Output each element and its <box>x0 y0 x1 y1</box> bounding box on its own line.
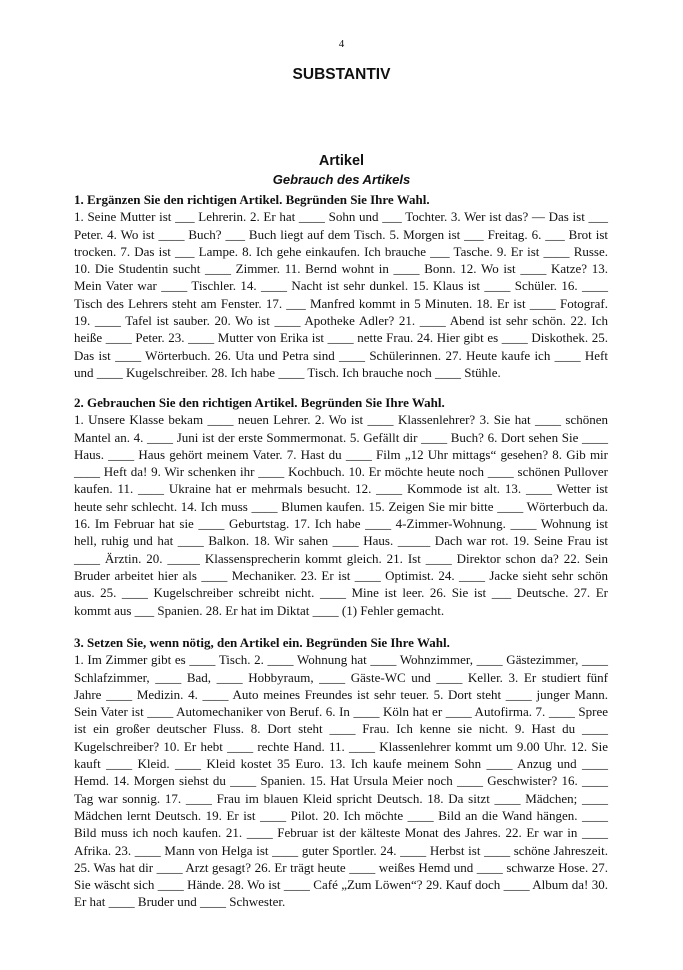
exercise-text: 1. Im Zimmer gibt es ____ Tisch. 2. ____ Wohnung hat ____ Wohnzimmer, ____ Gästezimmer, ____ Schlafzimmer, ____ Bad, ____ Hobbyraum, ____ Gäste-WC und ____ Keller. 3. Er studiert fünf Jahre ____ Medizin. 4. ____ Auto meines Freundes ist sehr teuer. 5. Dort steht ____ junger Mann. Sein Vater ist ____ Automechaniker von Beruf. 6. In ____ Köln hat er ____ Autofirma. 7. ____ Spree ist ein großer deutscher Fluss. 8. Dort steht ____ Frau. Ich kenne sie nicht. 9. Hast du ____ Kugelschreiber? 10. Er hebt ____ rechte Hand. 11. ____ Klassenlehrer kommt um 9.00 Uhr. 12. Sie kauft ____ Kleid. ____ Kleid kostet 35 Euro. 13. Ich kaufe meinem Sohn ____ Anzug und ____ Hemd. 14. Morgen siehst du ____ Spanien. 15. Hat Ursula Meier noch ____ Geschwister? 16. ____ Tag war sonnig. 17. ____ Frau im blauen Kleid spricht Deutsch. 18. Da sitzt ____ Mädchen; ____ Mädchen lernt Deutsch. 19. Er ist ____ Pilot. 20. Ich möchte ____ Bild an die Wand hängen. ____ Bild muss ich noch kaufen. 21. ____ Februar ist der kälteste Monat des Jahres. 22. Er war in ____ Afrika. 23. ____ Mann von Helga ist ____ guter Sportler. 24. ____ Herbst ist ____ schöne Jahreszeit. 25. Was hat dir ____ Arzt gesagt? 26. Er trägt heute ____ weißes Hemd und ____ schwarze Hose. 27. Sie wäscht sich ____ Hände. 28. Wo ist ____ Café „Zum Löwen“? 29. Kauf doch ____ Album da! 30. Er hat ____ Bruder und ____ Schwester. <box>74 652 608 910</box>
exercise-heading: 1. Ergänzen Sie den richtigen Artikel. Begründen Sie Ihre Wahl. <box>74 192 430 207</box>
page-number: 4 <box>338 38 345 50</box>
exercise-heading: 3. Setzen Sie, wenn nötig, den Artikel ein. Begründen Sie Ihre Wahl. <box>74 635 450 650</box>
exercise-heading: 2. Gebrauchen Sie den richtigen Artikel. Begründen Sie Ihre Wahl. <box>74 395 445 410</box>
exercise-2 <box>74 394 608 619</box>
section-title: Artikel <box>318 153 365 169</box>
exercise-text: 1. Unsere Klasse bekam ____ neuen Lehrer. 2. Wo ist ____ Klassenlehrer? 3. Sie hat ____ schönen Mantel an. 4. ____ Juni ist der erste Sommermonat. 5. Gefällt dir ____ Buch? 6. Dort sehen Sie ____ Haus. ____ Haus gehört meinem Vater. 7. Hast du ____ Film „12 Uhr mittags“ gesehen? 8. Gib mir ____ Heft da! 9. Wir schenken ihr ____ Kochbuch. 10. Er möchte heute noch ____ schönen Pullover kaufen. 11. ____ Ukraine hat er mehrmals besucht. 12. ____ Kommode ist alt. 13. ____ Wetter ist heute sehr schlecht. 14. Ich muss ____ Blumen kaufen. 15. Zeigen Sie mir bitte ____ Wörterbuch da. 16. Im Februar hat sie ____ Geburtstag. 17. Ich habe ____ 4-Zimmer-Wohnung. ____ Wohnung ist hell, ruhig und hat ____ Balkon. 18. Wir sahen ____ Haus. _____ Dach war rot. 19. Seine Frau ist ____ Ärztin. 20. _____ Klassensprecherin kommt gleich. 21. Ist ____ Direktor schon da? 22. Sein Bruder arbeitet hier als ____ Mechaniker. 23. Er ist ____ Optimist. 24. ____ Jacke sieht sehr schön aus. 25. ____ Kugelschreiber schreibt nicht. ____ Mine ist leer. 26. Sie ist ___ Deutsche. 27. Er kommt aus ___ Spanien. 28. Er hat im Diktat ____ (1) Fehler gemacht. <box>74 412 608 618</box>
exercise-3 <box>74 634 608 911</box>
exercise-text: 1. Seine Mutter ist ___ Lehrerin. 2. Er hat ____ Sohn und ___ Tochter. 3. Wer ist das? — Das ist ___ Peter. 4. Wo ist ____ Buch? ___ Buch liegt auf dem Tisch. 5. Morgen ist ___ Freitag. 6. ___ Brot ist trocken. 7. Das ist ___ Lampe. 8. Ich gehe einkaufen. Ich brauche ___ Tasche. 9. Er ist ____ Russe. 10. Die Studentin sucht ____ Zimmer. 11. Bernd wohnt in ____ Bonn. 12. Wo ist ____ Katze? 13. Mein Vater war ____ Tischler. 14. ____ Nacht ist sehr dunkel. 15. Klaus ist ____ Schüler. 16. ____ Tisch des Lehrers steht am Fenster. 17. ___ Manfred kommt in 5 Minuten. 18. Er ist ____ Fotograf. 19. ____ Tafel ist sauber. 20. Wo ist ____ Apotheke Adler? 21. ____ Abend ist sehr schön. 22. Ich heiße ____ Peter. 23. ____ Mutter von Erika ist ____ nette Frau. 24. Hier gibt es ____ Diskothek. 25. Das ist ____ Wörterbuch. 26. Uta und Petra sind ____ Schülerinnen. 27. Heute kaufe ich ____ Heft und ____ Kugelschreiber. 28. Ich habe ____ Tisch. Ich brauche noch ____ Stühle. <box>74 209 608 380</box>
main-title: SUBSTANTIV <box>292 66 391 83</box>
exercise-1 <box>74 191 608 381</box>
section-subtitle: Gebrauch des Artikels <box>272 172 411 187</box>
